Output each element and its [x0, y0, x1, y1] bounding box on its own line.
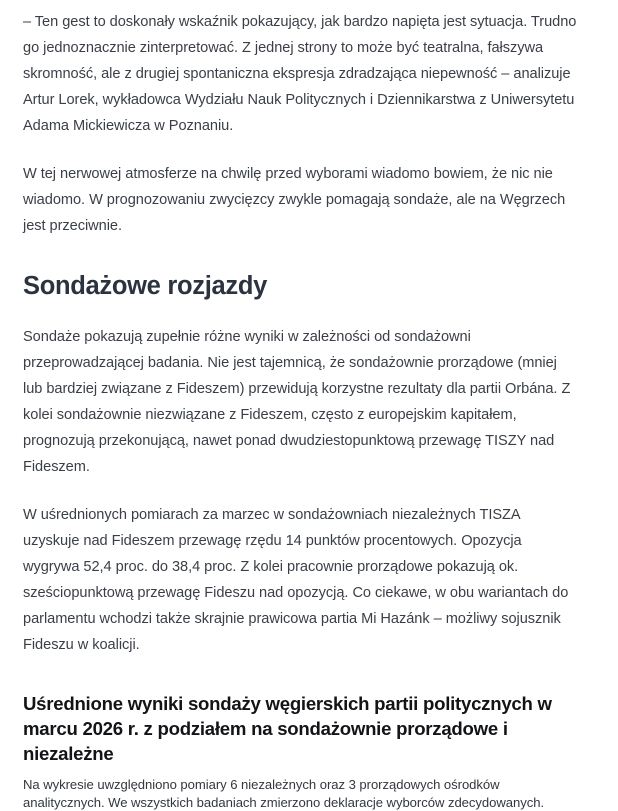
paragraph-poll-differences: Sondaże pokazują zupełnie różne wyniki w zależności od sondażowni przeprowadzającej badania. Nie jest tajemnicą, że sondażownie prorządowe (mniej lub bardziej związane z Fideszem) przewidują korzystne rezultaty dla partii Orbána. Z kolei sondażownie niezwiązane z Fideszem, często z europejskim kapitałem, prognozują przekonującą, nawet ponad dwudziestopunktową przewagę TISZY nad Fideszem.: [23, 329, 571, 475]
figure-caption: Na wykresie uwzględniono pomiary 6 niezależnych oraz 3 prorządowych ośrodków analitycznych. We wszystkich badaniach zmierzono deklaracje wyborców zdecydowanych.: [23, 777, 545, 810]
paragraph-quote-analyst: – Ten gest to doskonały wskaźnik pokazujący, jak bardzo napięta jest sytuacja. Trudno go jednoznacznie zinterpretować. Z jednej strony to może być teatralna, fałszywa skromność, ale z drugiej spontaniczna ekspresja zdradzająca niepewność – analizuje Artur Lorek, wykładowca Wydziału Nauk Politycznych i Dziennikarstwa z Uniwersytetu Adama Mickiewicza w Poznaniu.: [23, 14, 577, 134]
section-heading-sondazowe-rozjazdy: Sondażowe rozjazdy: [23, 272, 267, 300]
figure-heading: Uśrednione wyniki sondaży węgierskich partii politycznych w marcu 2026 r. z podziałem na sondażownie prorządowe i niezależne: [23, 693, 552, 764]
paragraph-nervous-atmosphere: W tej nerwowej atmosferze na chwilę przed wyborami wiadomo bowiem, że nic nie wiadomo. W prognozowaniu zwycięzcy zwykle pomagają sondaże, ale na Węgrzech jest przeciwnie.: [23, 166, 566, 234]
paragraph-march-averages: W uśrednionych pomiarach za marzec w sondażowniach niezależnych TISZA uzyskuje nad Fideszem przewagę rzędu 14 punktów procentowych. Opozycja wygrywa 52,4 proc. do 38,4 proc. Z kolei pracownie prorządowe pokazują ok. sześciopunktową przewagę Fideszu nad opozycją. Co ciekawe, w obu wariantach do parlamentu wchodzi także skrajnie prawicowa partia Mi Hazánk – możliwy sojusznik Fideszu w koalicji.: [23, 507, 569, 653]
